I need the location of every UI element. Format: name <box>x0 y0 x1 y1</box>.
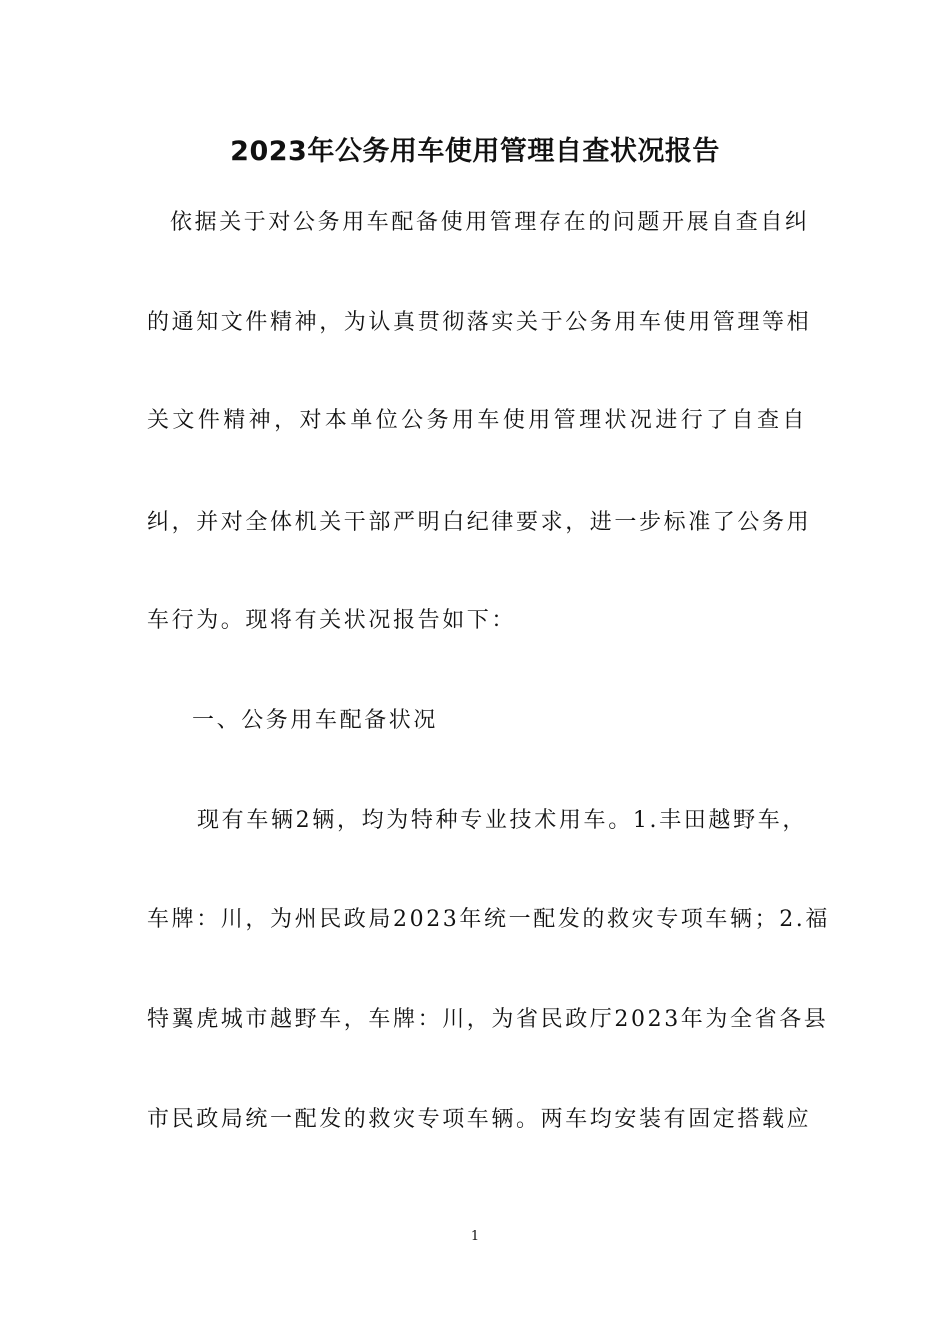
paragraph-line: 纠，并对全体机关干部严明白纪律要求，进一步标准了公务用 <box>147 510 812 535</box>
paragraph-line: 的通知文件精神，为认真贯彻落实关于公务用车使用管理等相 <box>147 310 812 335</box>
document-title: 2023年公务用车使用管理自查状况报告 <box>230 136 720 167</box>
paragraph-line: 市民政局统一配发的救灾专项车辆。两车均安装有固定搭载应 <box>147 1107 812 1132</box>
section-heading: 一、公务用车配备状况 <box>192 708 439 733</box>
paragraph-line: 关文件精神，对本单位公务用车使用管理状况进行了自查自 <box>147 408 807 433</box>
page-number: 1 <box>470 1229 480 1244</box>
paragraph-line: 依据关于对公务用车配备使用管理存在的问题开展自查自纠 <box>170 210 810 235</box>
paragraph-line: 特翼虎城市越野车，车牌：川，为省民政厅2023年为全省各县 <box>147 1007 829 1032</box>
paragraph-line: 现有车辆2辆，均为特种专业技术用车。1.丰田越野车， <box>197 808 807 833</box>
paragraph-line: 车牌：川，为州民政局2023年统一配发的救灾专项车辆；2.福 <box>147 907 830 932</box>
paragraph-line: 车行为。现将有关状况报告如下： <box>147 608 517 633</box>
